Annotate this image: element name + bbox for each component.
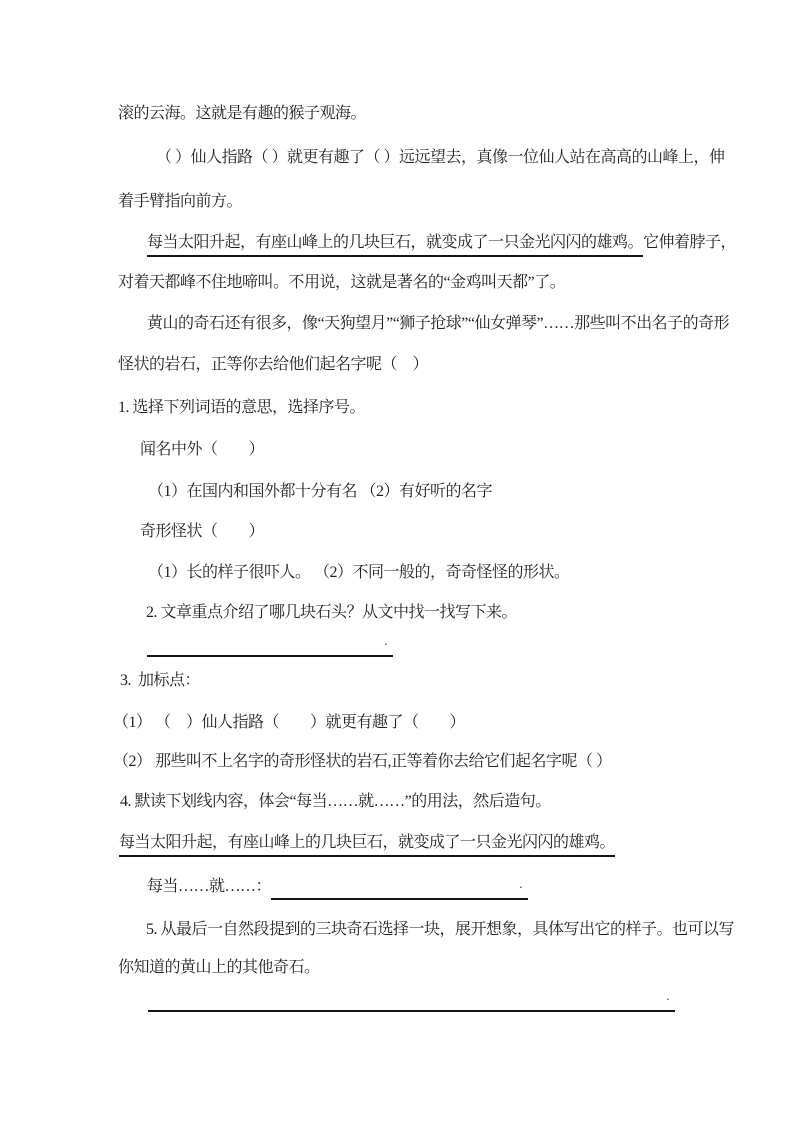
q4-underlined-sentence-row [119,830,615,856]
q4-pattern-row [147,874,528,900]
q1-word-1: 闻名中外（ ） [140,441,265,458]
q4-blank-period: . [519,876,523,891]
q4-answer-blank[interactable] [271,876,528,900]
passage-line-6: 黄山的奇石还有很多，像“天狗望月”“狮子抢球”“仙女弹琴”……那些叫不出名子的奇形 [147,315,730,332]
q5-answer-blank[interactable] [148,988,675,1012]
q5-prompt-line-1: 5. 从最后一自然段提到的三块奇石选择一块，展开想象，具体写出它的样子。也可以写 [146,921,735,938]
q2-answer-blank[interactable] [147,633,393,657]
q3-item-2: （2） 那些叫不上名字的奇形怪状的岩石,正等着你去给它们起名字呢（ ） [113,753,612,770]
passage-line-4 [147,230,736,256]
q5-prompt-line-2: 你知道的黄山上的其他奇石。 [118,959,320,976]
q4-pattern-label: 每当……就……： [147,878,272,895]
q2-answer-row [147,631,393,653]
q1-options-1: （1）在国内和国外都十分有名 （2）有好听的名字 [148,483,493,500]
q5-answer-row [148,986,675,1008]
q2-blank-period: . [384,633,387,648]
passage-line-3: 着手臂指向前方。 [118,193,243,210]
passage-line-2: （ ）仙人指路（ ）就更有趣了（ ）远远望去，真像一位仙人站在高高的山峰上，伸 [156,149,725,166]
q4-prompt: 4. 默读下划线内容，体会“每当……就……”的用法，然后造句。 [120,793,551,810]
q3-item-1: （1） （ ）仙人指路（ ）就更有趣了（ ） [113,714,466,731]
q3-prompt: 3. 加标点： [120,672,201,689]
q4-underlined-sentence: 每当太阳升起，有座山峰上的几块巨石，就变成了一只金光闪闪的雄鸡。 [119,834,615,857]
passage-underlined-sentence: 每当太阳升起，有座山峰上的几块巨石，就变成了一只金光闪闪的雄鸡。 [147,234,643,257]
q1-options-2: （1）长的样子很吓人。 （2）不同一般的，奇奇怪怪的形状。 [148,564,570,581]
passage-line-1: 滚的云海。这就是有趣的猴子观海。 [118,105,367,122]
passage-line-4-rest: 它伸着脖子， [643,234,737,251]
q5-blank-period: . [666,988,669,1003]
q1-word-2: 奇形怪状（ ） [140,523,265,540]
passage-line-5: 对着天都峰不住地啼叫。不用说，这就是著名的“金鸡叫天都”了。 [118,274,566,291]
q2-prompt: 2. 文章重点介绍了哪几块石头？从文中找一找写下来。 [146,604,518,621]
passage-line-7: 怪状的岩石，正等你去给他们起名字呢（ ） [118,356,429,373]
q1-prompt: 1. 选择下列词语的意思，选择序号。 [118,399,366,416]
